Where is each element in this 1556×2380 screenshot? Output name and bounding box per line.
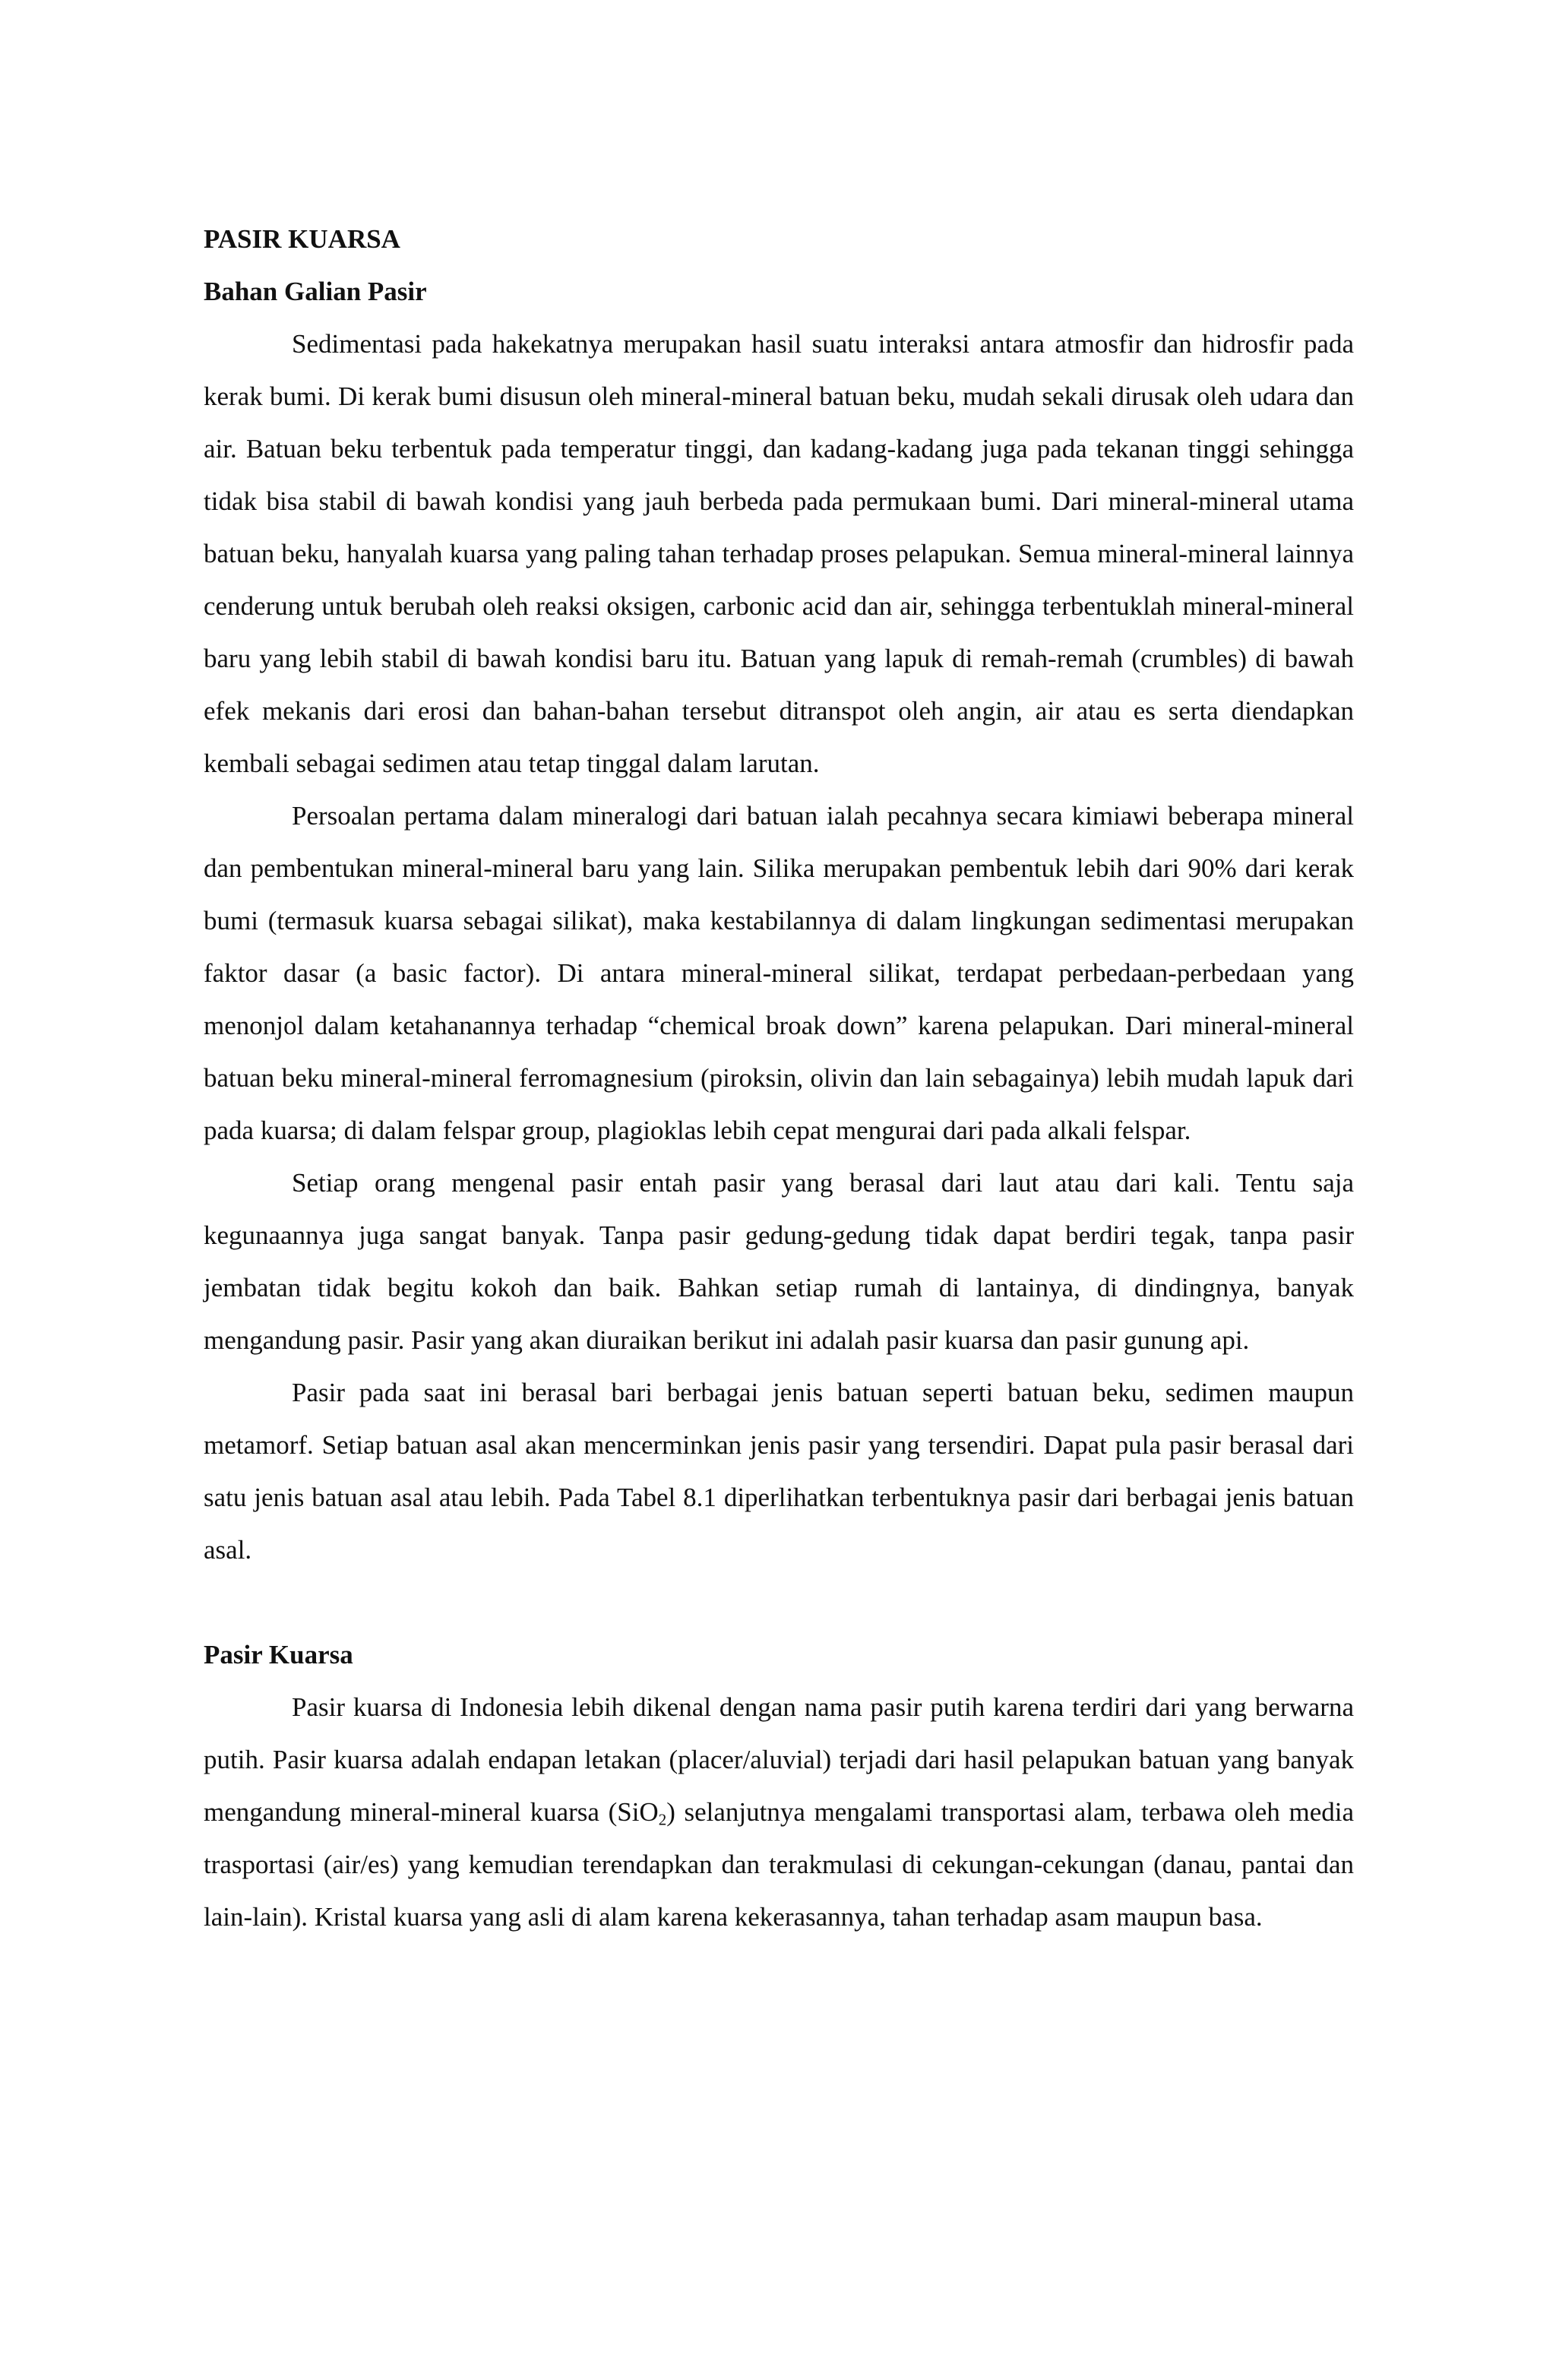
paragraph-mineralogi: Persoalan pertama dalam mineralogi dari batuan ialah pecahnya secara kimiawi beberapa mineral dan pembentukan mineral-mineral baru yang lain. Silika merupakan pembentuk lebih dari 90% dari kerak bumi (termasuk kuarsa sebagai silikat), maka kestabilannya di dalam lingkungan sedimentasi merupakan faktor dasar (a basic factor). Di antara mineral-mineral silikat, terdapat perbedaan-perbedaan yang menonjol dalam ketahanannya terhadap “chemical broak down” karena pelapukan. Dari mineral-mineral batuan beku mineral-mineral ferromagnesium (piroksin, olivin dan lain sebagainya) lebih mudah lapuk dari pada kuarsa; di dalam felspar group, plagioklas lebih cepat mengurai dari pada alkali felspar. <box>204 801 1354 1145</box>
section-heading-pasir-kuarsa: Pasir Kuarsa <box>204 1640 353 1669</box>
document-body <box>204 213 1354 1943</box>
formula-subscript: 2 <box>658 1810 667 1829</box>
document-title: PASIR KUARSA <box>204 224 400 254</box>
formula-sio2 <box>617 1797 666 1827</box>
formula-main: SiO <box>617 1797 659 1827</box>
paragraph-kegunaan-pasir: Setiap orang mengenal pasir entah pasir yang berasal dari laut atau dari kali. Tentu saja kegunaannya juga sangat banyak. Tanpa pasir gedung-gedung tidak dapat berdiri tegak, tanpa pasir jembatan tidak begitu kokoh dan baik. Bahkan setiap rumah di lantainya, di dindingnya, banyak mengandung pasir. Pasir yang akan diuraikan berikut ini adalah pasir kuarsa dan pasir gunung api. <box>204 1168 1354 1355</box>
paragraph-pasir-kuarsa <box>204 1681 1354 1943</box>
paragraph-text-after-formula: ) selanjutnya mengalami transportasi alam, terbawa oleh media trasportasi (air/es) yang kemudian terendapkan dan terakmulasi di cekungan-cekungan (danau, pantai dan lain-lain). Kristal kuarsa yang asli di alam karena kekerasannya, tahan terhadap asam maupun basa. <box>204 1797 1354 1932</box>
section-spacer <box>204 1576 1354 1628</box>
paragraph-sedimentasi: Sedimentasi pada hakekatnya merupakan hasil suatu interaksi antara atmosfir dan hidrosfir pada kerak bumi. Di kerak bumi disusun oleh mineral-mineral batuan beku, mudah sekali dirusak oleh udara dan air. Batuan beku terbentuk pada temperatur tinggi, dan kadang-kadang juga pada tekanan tinggi sehingga tidak bisa stabil di bawah kondisi yang jauh berbeda pada permukaan bumi. Dari mineral-mineral utama batuan beku, hanyalah kuarsa yang paling tahan terhadap proses pelapukan. Semua mineral-mineral lainnya cenderung untuk berubah oleh reaksi oksigen, carbonic acid dan air, sehingga terbentuklah mineral-mineral baru yang lebih stabil di bawah kondisi baru itu. Batuan yang lapuk di remah-remah (crumbles) di bawah efek mekanis dari erosi dan bahan-bahan tersebut ditranspot oleh angin, air atau es serta diendapkan kembali sebagai sedimen atau tetap tinggal dalam larutan. <box>204 329 1354 778</box>
paragraph-asal-pasir: Pasir pada saat ini berasal bari berbagai jenis batuan seperti batuan beku, sedimen maupun metamorf. Setiap batuan asal akan mencerminkan jenis pasir yang tersendiri. Dapat pula pasir berasal dari satu jenis batuan asal atau lebih. Pada Tabel 8.1 diperlihatkan terbentuknya pasir dari berbagai jenis batuan asal. <box>204 1378 1354 1565</box>
paragraph-text-before-formula: Pasir kuarsa di Indonesia lebih dikenal dengan nama pasir putih karena terdiri dari yang berwarna putih. Pasir kuarsa adalah endapan letakan (placer/aluvial) terjadi dari hasil pelapukan batuan yang banyak mengandung mineral-mineral kuarsa ( <box>204 1692 1354 1827</box>
section-heading-bahan-galian-pasir: Bahan Galian Pasir <box>204 277 427 306</box>
